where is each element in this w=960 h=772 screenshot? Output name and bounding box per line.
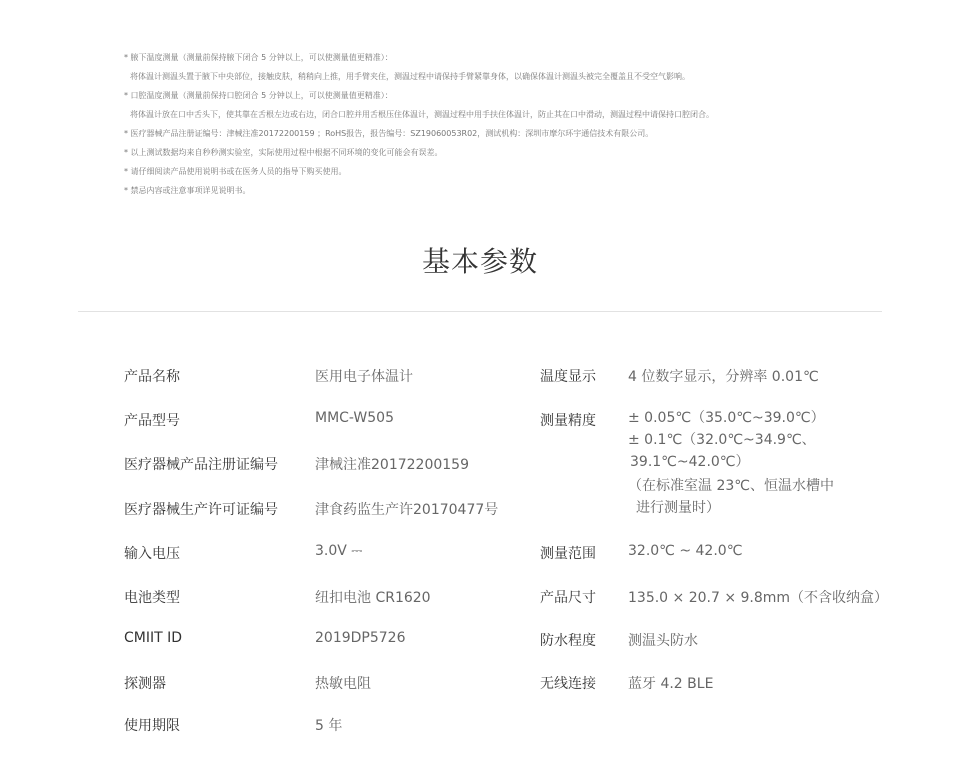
spec-value-dimensions: 135.0 × 20.7 × 9.8mm（不含收纳盒） bbox=[628, 590, 889, 606]
spec-label-product-name: 产品名称 bbox=[124, 369, 180, 385]
spec-value-wireless: 蓝牙 4.2 BLE bbox=[628, 676, 714, 692]
spec-value-measure-range: 32.0℃ ~ 42.0℃ bbox=[628, 543, 743, 559]
note-line: 将体温计放在口中舌头下，使其靠在舌根左边或右边，闭合口腔并用舌根压住体温计，测温过程中用手扶住体温计，防止其在口中滑动，测温过程中请保持口腔闭合。 bbox=[130, 110, 714, 119]
accuracy-line: 39.1℃~42.0℃） bbox=[630, 454, 750, 470]
spec-label-production-license: 医疗器械生产许可证编号 bbox=[124, 502, 278, 518]
spec-value-temp-display: 4 位数字显示，分辨率 0.01℃ bbox=[628, 369, 819, 385]
note-line: * 腋下温度测量（测量前保持腋下闭合 5 分钟以上，可以使测量值更精准）： bbox=[124, 53, 393, 62]
note-line: * 禁忌内容或注意事项详见说明书。 bbox=[124, 186, 251, 195]
note-line: 将体温计测温头置于腋下中央部位，接触皮肤，稍稍向上推，用手臂夹住，测温过程中请保持手臂紧靠身体，以确保体温计测温头被完全覆盖且不受空气影响。 bbox=[130, 72, 690, 81]
note-line: * 医疗器械产品注册证编号：津械注准20172200159 ；RoHS报告，报告编号：SZ19060053R02，测试机构：深圳市摩尔环宇通信技术有限公司。 bbox=[124, 129, 654, 138]
spec-value-accuracy bbox=[628, 407, 834, 519]
spec-value-model: MMC-W505 bbox=[315, 410, 394, 426]
spec-label-registration-no: 医疗器械产品注册证编号 bbox=[124, 457, 278, 473]
spec-label-service-life: 使用期限 bbox=[124, 718, 180, 734]
accuracy-line: （在标准室温 23℃、恒温水槽中 bbox=[628, 478, 834, 494]
accuracy-line: ± 0.05℃（35.0℃~39.0℃） bbox=[628, 410, 825, 426]
spec-value-input-voltage: 3.0V ⎓ bbox=[315, 543, 363, 559]
spec-value-battery-type: 纽扣电池 CR1620 bbox=[315, 590, 431, 606]
spec-value-cmiit-id: 2019DP5726 bbox=[315, 630, 406, 646]
spec-label-accuracy: 测量精度 bbox=[540, 413, 596, 429]
spec-value-waterproof: 测温头防水 bbox=[628, 633, 698, 649]
accuracy-line: 进行测量时） bbox=[636, 500, 720, 516]
spec-value-detector: 热敏电阻 bbox=[315, 676, 371, 692]
note-line: * 请仔细阅读产品使用说明书或在医务人员的指导下购买使用。 bbox=[124, 167, 347, 176]
note-line: * 口腔温度测量（测量前保持口腔闭合 5 分钟以上，可以使测量值更精准）： bbox=[124, 91, 393, 100]
accuracy-line: ± 0.1℃（32.0℃~34.9℃、 bbox=[628, 432, 816, 448]
spec-label-waterproof: 防水程度 bbox=[540, 633, 596, 649]
spec-label-detector: 探测器 bbox=[124, 676, 166, 692]
spec-label-measure-range: 测量范围 bbox=[540, 546, 596, 562]
spec-value-production-license: 津食药监生产许20170477号 bbox=[315, 502, 499, 518]
notes-section bbox=[124, 48, 844, 200]
spec-value-product-name: 医用电子体温计 bbox=[315, 369, 413, 385]
spec-label-temp-display: 温度显示 bbox=[540, 369, 596, 385]
spec-value-registration-no: 津械注准20172200159 bbox=[315, 457, 469, 473]
spec-label-model: 产品型号 bbox=[124, 413, 180, 429]
spec-value-service-life: 5 年 bbox=[315, 718, 343, 734]
spec-label-dimensions: 产品尺寸 bbox=[540, 590, 596, 606]
spec-label-cmiit-id: CMIIT ID bbox=[124, 630, 183, 646]
spec-label-wireless: 无线连接 bbox=[540, 676, 596, 692]
spec-label-input-voltage: 输入电压 bbox=[124, 546, 180, 562]
spec-label-battery-type: 电池类型 bbox=[124, 590, 180, 606]
note-line: * 以上测试数据均来自秒秒测实验室，实际使用过程中根据不同环境的变化可能会有误差。 bbox=[124, 148, 443, 157]
section-title: 基本参数 bbox=[421, 245, 538, 278]
divider bbox=[78, 311, 882, 312]
